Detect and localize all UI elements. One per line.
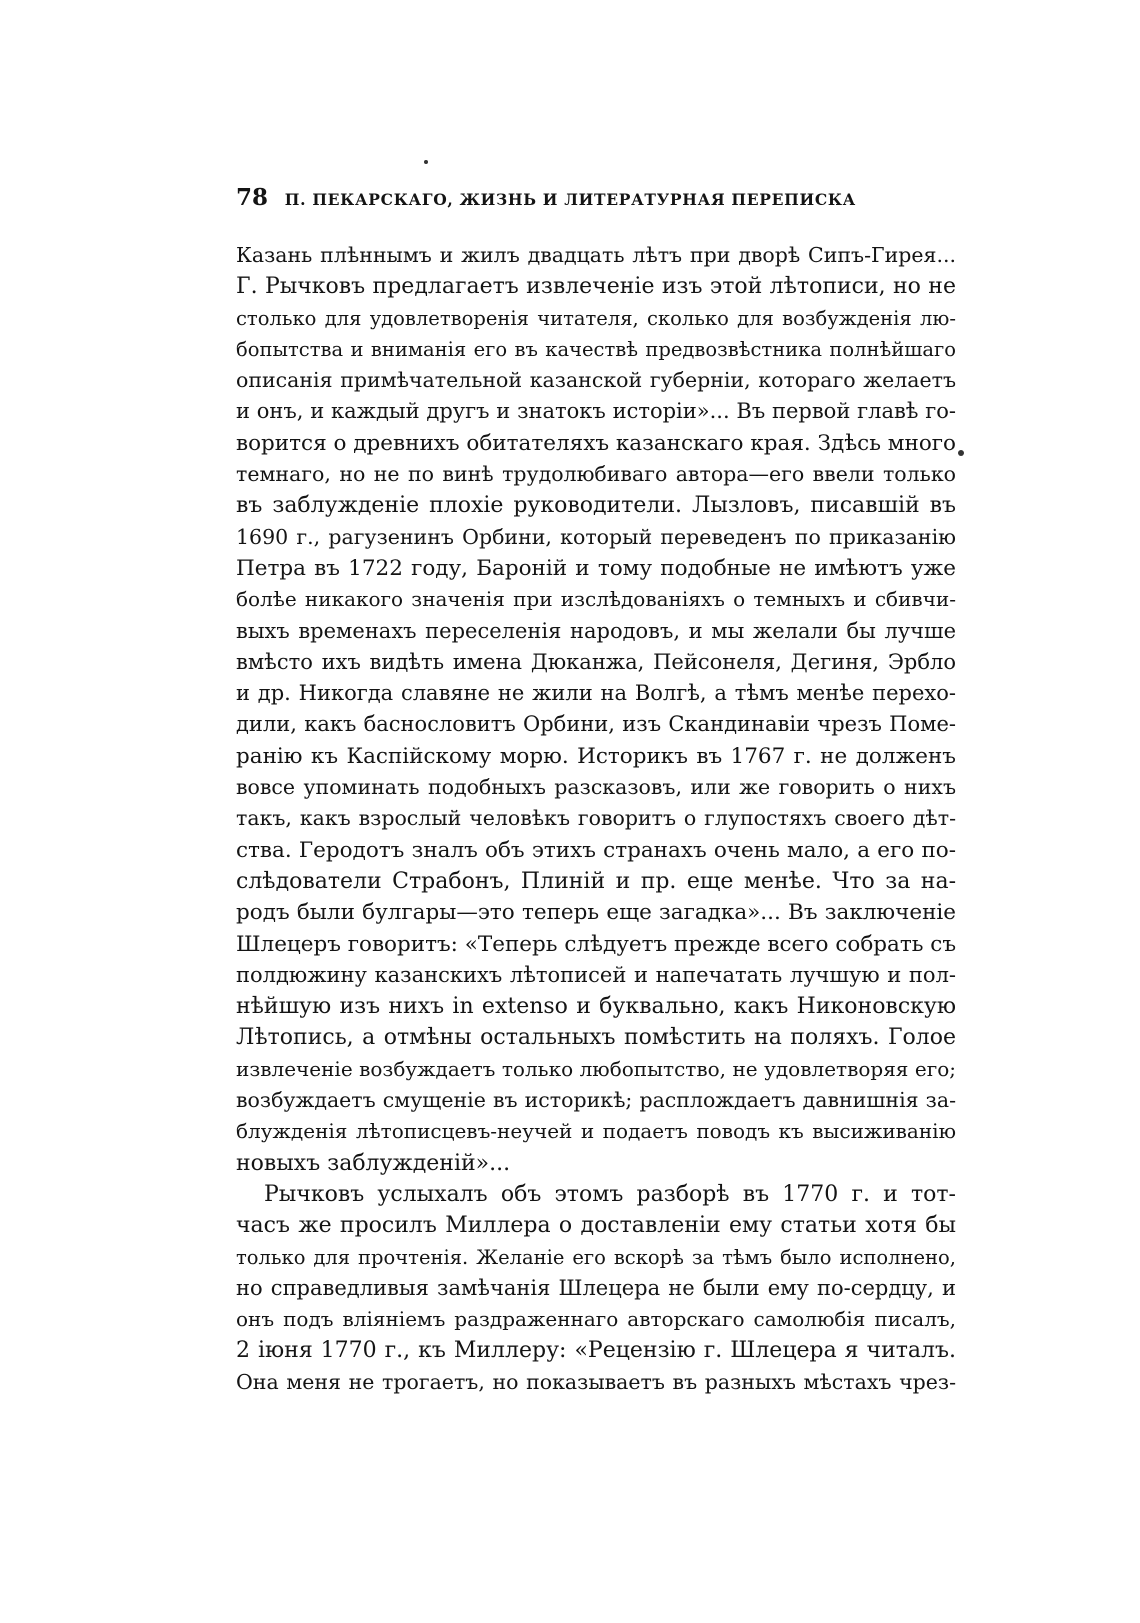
- text-line: Она меня не трогаетъ, но показываетъ въ разныхъ мѣстахъ чрез-: [236, 1369, 956, 1394]
- text-line: Петра въ 1722 году, Бароній и тому подобные не имѣютъ уже: [236, 555, 956, 581]
- text-line: 2 іюня 1770 г., къ Миллеру: «Рецензію г. Шлецера я читалъ.: [236, 1338, 956, 1364]
- text-line: дили, какъ баснословитъ Орбини, изъ Скандинавіи чрезъ Поме-: [236, 712, 956, 737]
- running-header: [236, 184, 856, 214]
- text-line: часъ же просилъ Миллера о доставленіи ему статьи хотя бы: [236, 1213, 956, 1239]
- text-line: Г. Рычковъ предлагаетъ извлеченіе изъ этой лѣтописи, но не: [236, 274, 956, 300]
- text-line: возбуждаетъ смущеніе въ историкѣ; расплождаетъ давнишнія за-: [236, 1088, 956, 1113]
- text-line: ства. Геродотъ зналъ объ этихъ странахъ очень мало, а его по-: [236, 837, 956, 863]
- text-line: и др. Никогда славяне не жили на Волгѣ, а тѣмъ менѣе перехо-: [236, 681, 956, 706]
- text-line: темнаго, но не по винѣ трудолюбиваго автора—его ввели только: [236, 462, 956, 487]
- text-line: только для прочтенія. Желаніе его вскорѣ за тѣмъ было исполнено,: [236, 1245, 956, 1269]
- text-line: онъ подъ вліяніемъ раздраженнаго авторскаго самолюбія писалъ,: [236, 1307, 956, 1332]
- text-line: блужденія лѣтописцевъ-неучей и подаетъ поводъ къ высиживанію: [236, 1119, 956, 1144]
- text-line: слѣдователи Страбонъ, Плиній и пр. еще менѣе. Что за на-: [236, 868, 956, 894]
- text-line: 1690 г., рагузенинъ Орбини, который переведенъ по приказанію: [236, 524, 956, 549]
- text-line: полдюжину казанскихъ лѣтописей и напечатать лучшую и пол-: [236, 962, 956, 987]
- text-line: новыхъ заблужденій»...: [236, 1150, 511, 1176]
- paragraph-2: [236, 1179, 956, 1398]
- text-line: ворится о древнихъ обитателяхъ казанскаго края. Здѣсь много: [236, 430, 956, 456]
- speck-mark: [424, 160, 428, 164]
- text-line: Лѣтопись, а отмѣны остальныхъ помѣстить на поляхъ. Голое: [236, 1025, 956, 1051]
- text-line: но справедливыя замѣчанія Шлецера не были ему по-сердцу, и: [236, 1275, 956, 1300]
- text-line: и онъ, и каждый другъ и знатокъ исторіи»... Въ первой главѣ го-: [236, 399, 956, 424]
- text-line: вмѣсто ихъ видѣть имена Дюканжа, Пейсонеля, Дегиня, Эрбло: [236, 649, 956, 674]
- text-line: Шлецеръ говоритъ: «Теперь слѣдуетъ прежде всего собрать съ: [236, 931, 956, 957]
- running-head-title: П. ПЕКАРСКАГО, ЖИЗНЬ И ЛИТЕРАТУРНАЯ ПЕРЕПИСКА: [284, 190, 856, 209]
- text-line: родъ были булгары—это теперь еще загадка»... Въ заключеніе: [236, 900, 956, 926]
- text-line: нѣйшую изъ нихъ in extenso и буквально, какъ Никоновскую: [236, 994, 956, 1020]
- text-line: болѣе никакого значенія при изслѣдованіяхъ о темныхъ и сбивчи-: [236, 587, 956, 612]
- paragraph-1: [236, 240, 956, 1179]
- text-line: Рычковъ услыхалъ объ этомъ разборѣ въ 1770 г. и тот-: [264, 1181, 956, 1207]
- page-number: 78: [236, 184, 269, 211]
- text-line: ранію къ Каспійскому морю. Историкъ въ 1767 г. не долженъ: [236, 743, 956, 769]
- text-line: выхъ временахъ переселенія народовъ, и мы желали бы лучше: [236, 618, 956, 643]
- text-line: вовсе упоминать подобныхъ разсказовъ, или же говорить о нихъ: [236, 775, 956, 800]
- text-line: извлеченіе возбуждаетъ только любопытство, не удовлетворяя его;: [236, 1056, 956, 1081]
- text-line: описанія примѣчательной казанской губерніи, котораго желаетъ: [236, 368, 956, 393]
- body-text: [236, 240, 956, 1398]
- text-line: столько для удовлетворенія читателя, сколько для возбужденія лю-: [236, 306, 956, 330]
- text-line: такъ, какъ взрослый человѣкъ говоритъ о глупостяхъ своего дѣт-: [236, 806, 956, 831]
- text-line: Казань плѣннымъ и жилъ двадцать лѣтъ при дворѣ Сипъ-Гирея...: [236, 243, 956, 267]
- text-line: бопытства и вниманія его въ качествѣ предвозвѣстника полнѣйшаго: [236, 337, 956, 361]
- speck-mark: [958, 450, 964, 456]
- text-line: въ заблужденіе плохіе руководители. Лызловъ, писавшій въ: [236, 493, 956, 519]
